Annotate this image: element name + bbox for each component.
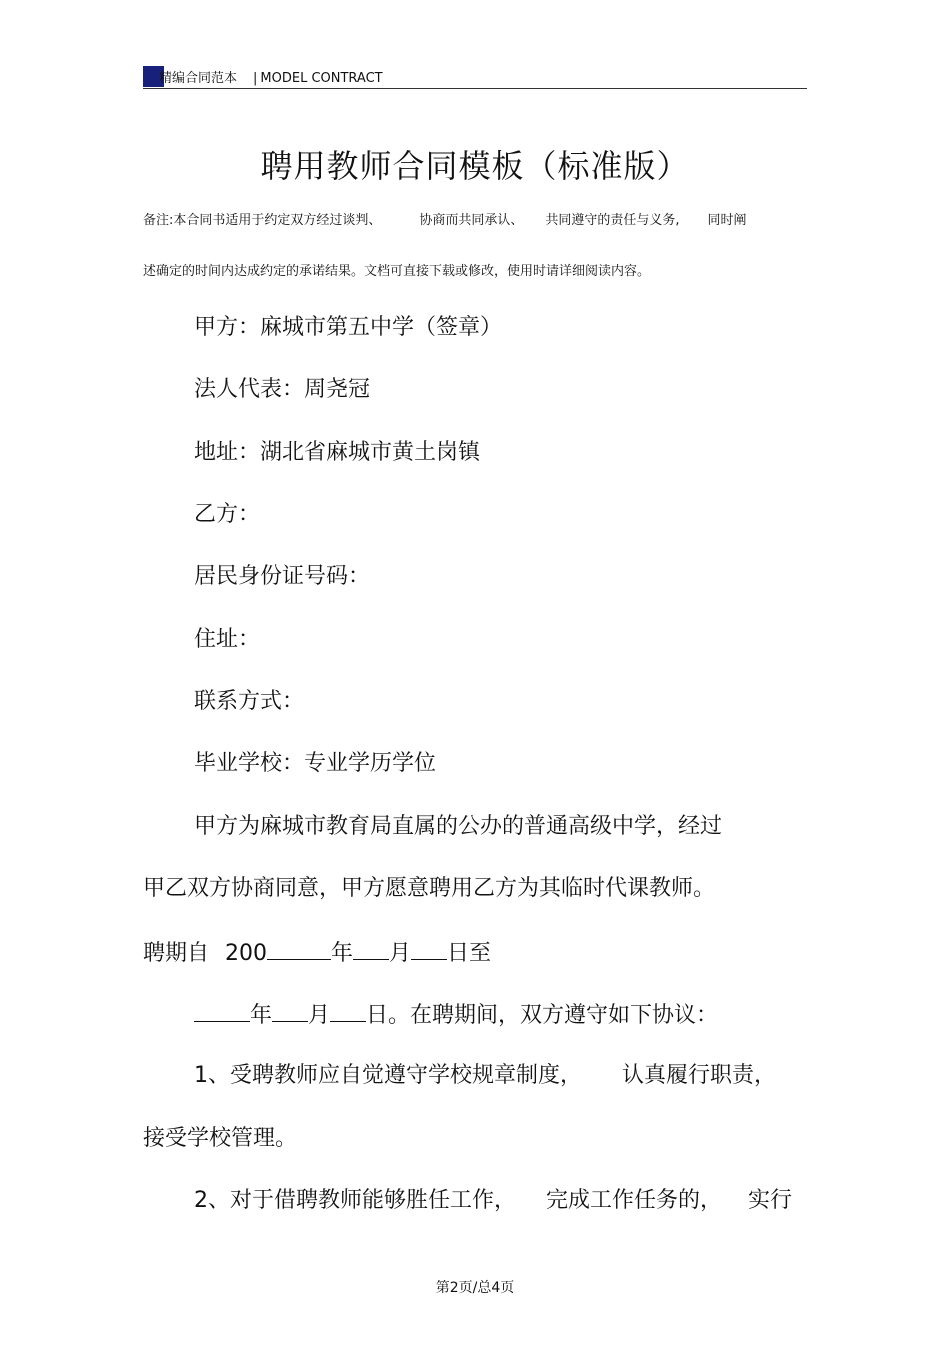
start-day-to: 日至 [447, 941, 492, 966]
residence-line: 住址： [194, 627, 261, 652]
end-year-unit: 年 [250, 1003, 273, 1028]
page-number: 第2页/总4页 [435, 1280, 515, 1296]
item-2-line-1 [194, 1188, 792, 1214]
legal-rep-line: 法人代表：周尧冠 [194, 377, 371, 402]
header-separator: | [253, 71, 258, 86]
start-year-blank [267, 939, 331, 960]
address-line: 地址：湖北省麻城市黄土岗镇 [194, 440, 481, 465]
document-title: 聘用教师合同模板（标准版） [260, 147, 690, 185]
note-line-1-part-b: 协商而共同承认、 [419, 213, 524, 228]
item-1-line-1 [194, 1063, 776, 1089]
item-2-part-b: 完成工作任务的， [546, 1188, 723, 1213]
item-1-part-a: 1、受聘教师应自觉遵守学校规章制度， [194, 1063, 582, 1088]
header-text [159, 67, 383, 86]
end-month-blank [272, 1001, 308, 1022]
id-number-line: 居民身份证号码： [194, 564, 371, 589]
document-header [143, 62, 807, 89]
note-line-1 [143, 209, 747, 228]
start-month-blank [353, 939, 389, 960]
start-year-unit: 年 [331, 941, 354, 966]
note-line-1-part-d: 同时阐 [707, 213, 747, 228]
contact-line: 联系方式： [194, 689, 305, 714]
item-1-part-b: 认真履行职责， [622, 1063, 777, 1088]
item-1-line-2: 接受学校管理。 [143, 1126, 298, 1151]
header-brand: 精编合同范本 [159, 71, 238, 86]
note-line-1-part-c: 共同遵守的责任与义务, [545, 213, 680, 228]
period-line-2 [194, 1001, 718, 1029]
item-2-part-c: 实行 [748, 1188, 793, 1213]
end-year-blank [194, 1001, 250, 1022]
period-line-1 [143, 939, 491, 967]
header-subtitle: MODEL CONTRACT [260, 71, 383, 86]
end-day-blank [330, 1001, 366, 1022]
period-year-prefix: 200 [225, 941, 268, 966]
note-line-1-part-a: 备注:本合同书适用于约定双方经过谈判、 [143, 213, 382, 228]
start-month-unit: 月 [389, 941, 412, 966]
party-a-line: 甲方：麻城市第五中学（签章） [194, 315, 503, 340]
note-line-2: 述确定的时间内达成约定的承诺结果。文档可直接下载或修改，使用时请详细阅读内容。 [143, 264, 651, 279]
item-2-part-a: 2、对于借聘教师能够胜任工作， [194, 1188, 516, 1213]
party-b-line: 乙方： [194, 502, 261, 527]
period-label: 聘期自 [143, 941, 210, 966]
end-month-unit: 月 [308, 1003, 331, 1028]
school-line: 毕业学校：专业学历学位 [194, 751, 437, 776]
paragraph-1-line-2: 甲乙双方协商同意，甲方愿意聘用乙方为其临时代课教师。 [143, 876, 716, 901]
end-day-text: 日。在聘期间，双方遵守如下协议： [366, 1003, 719, 1028]
start-day-blank [411, 939, 447, 960]
paragraph-1-line-1: 甲方为麻城市教育局直属的公办的普通高级中学，经过 [194, 814, 723, 839]
